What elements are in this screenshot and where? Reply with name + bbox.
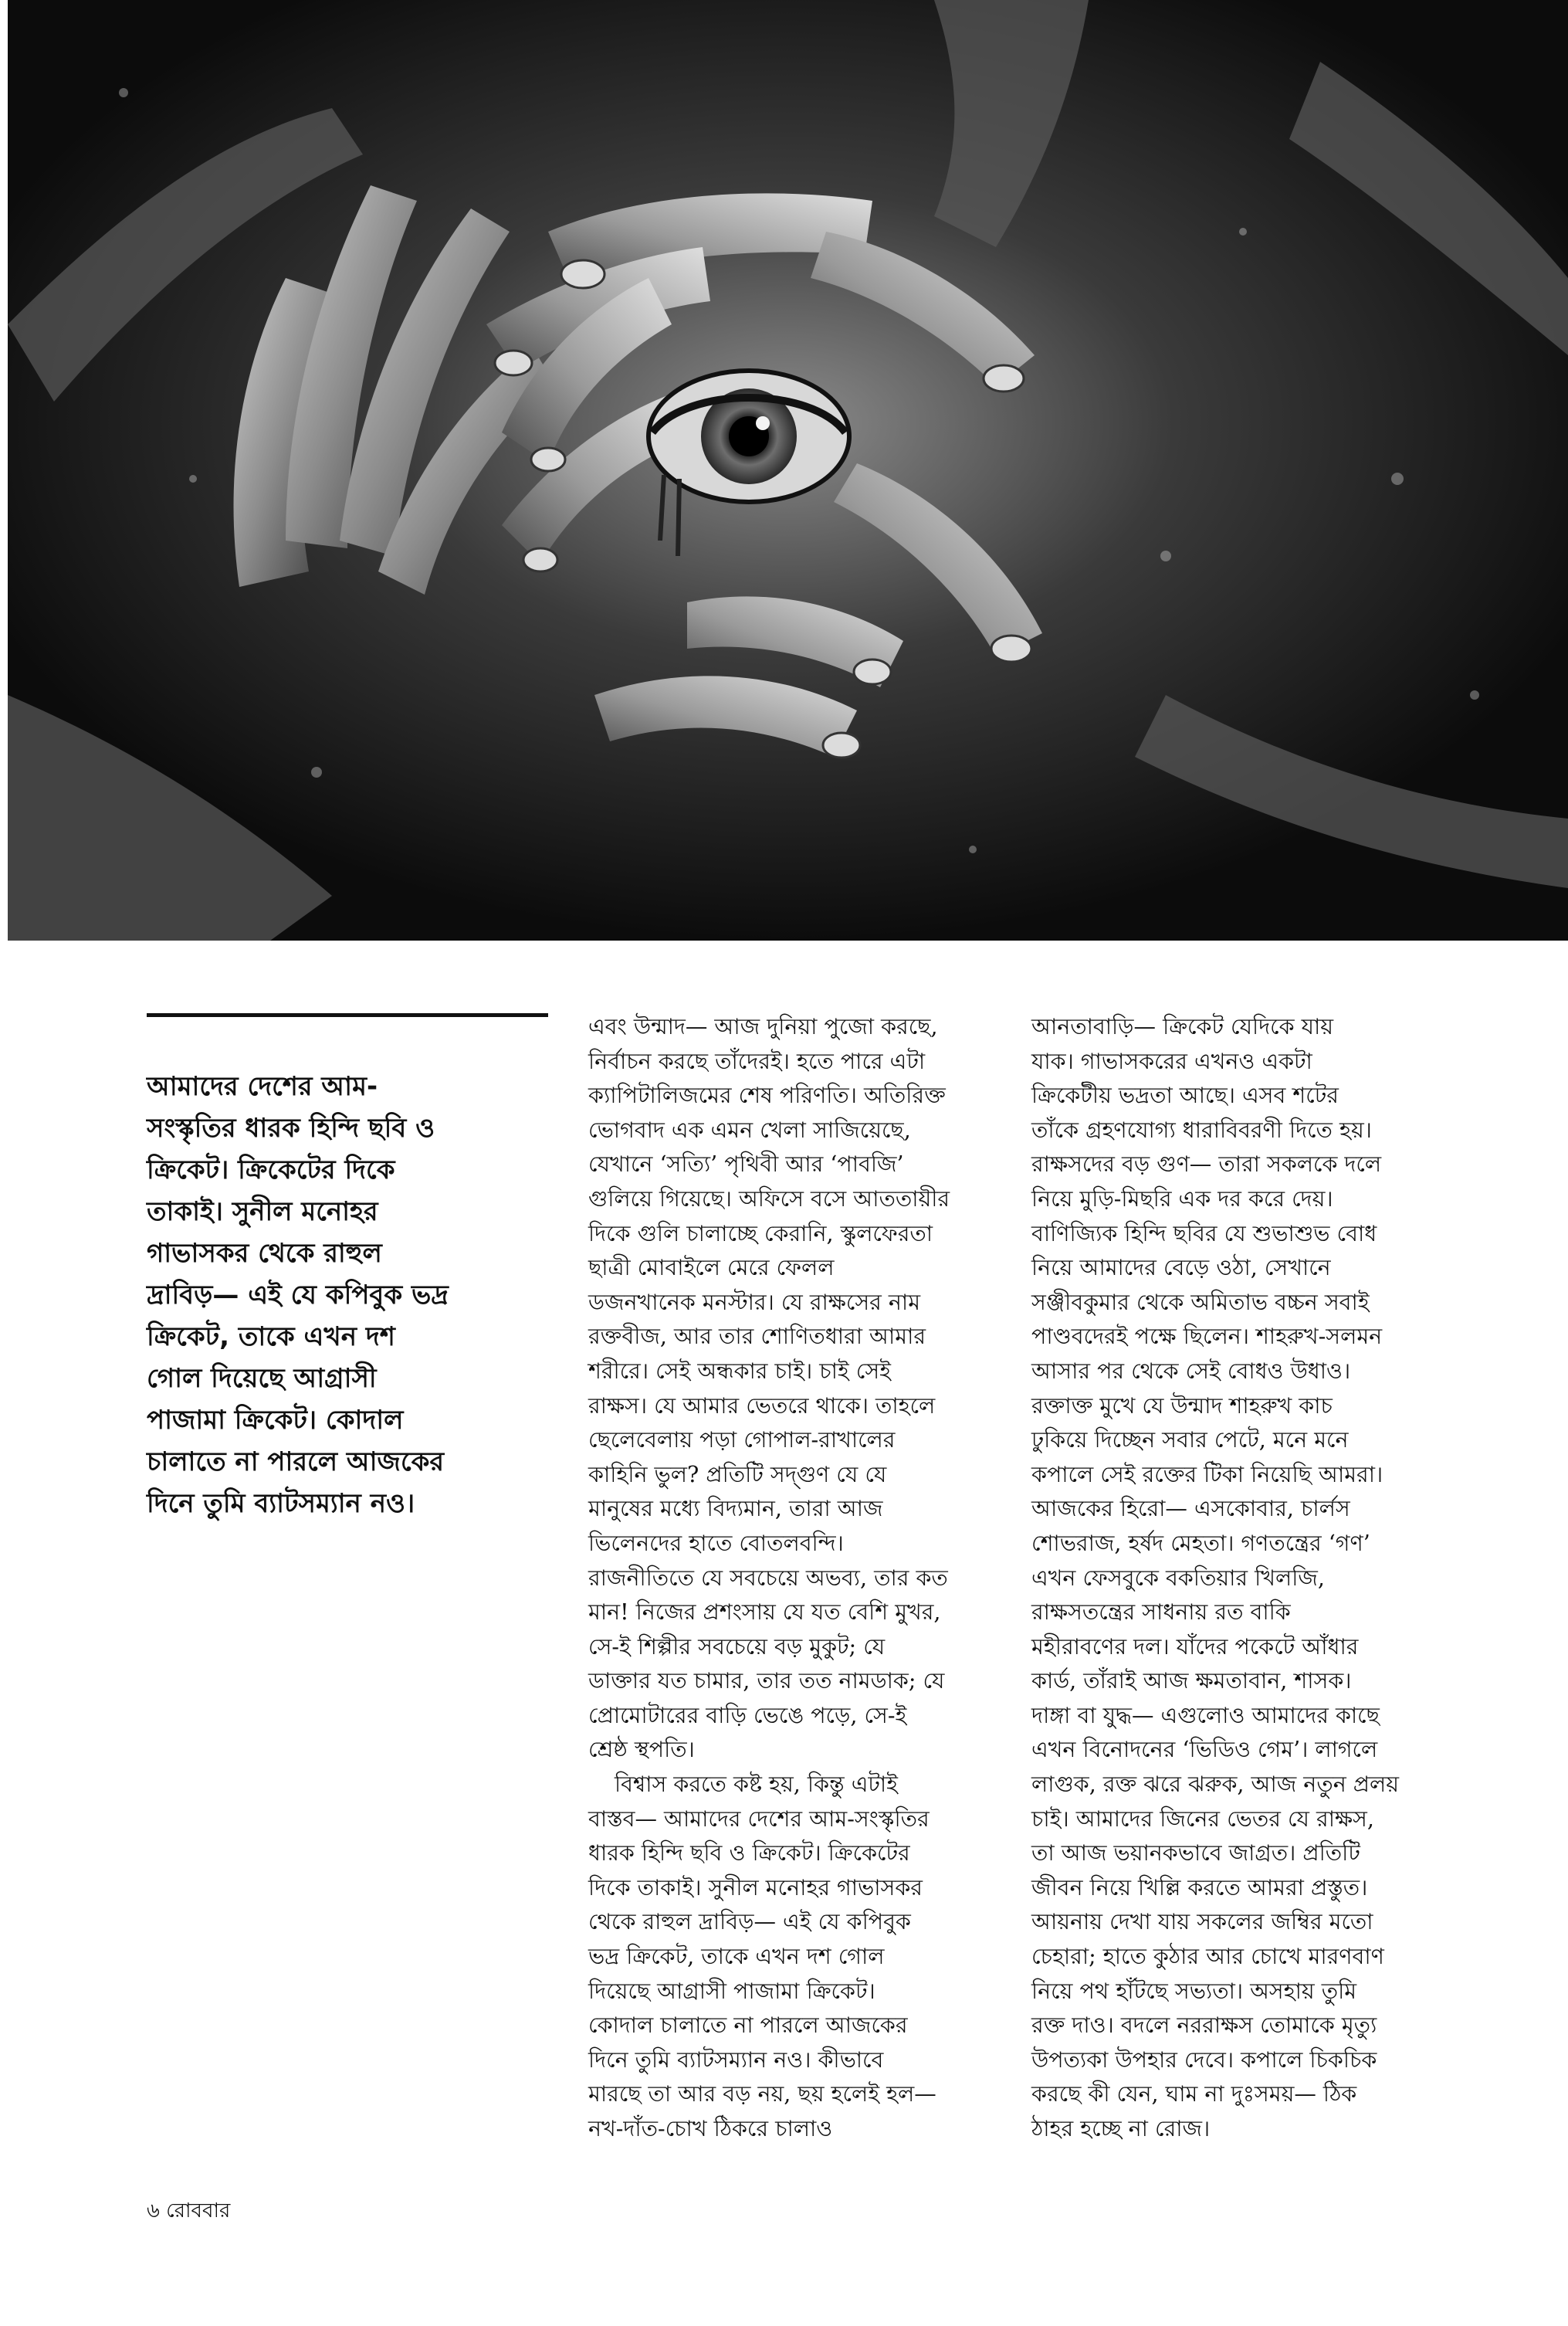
- body-column-2: [1031, 1010, 1495, 2147]
- text-line: তাঁকে গ্রহণযোগ্য ধারাবিবরণী দিতে হয়।: [1031, 1117, 1372, 1143]
- pullquote-line: দিনে তুমি ব্যাটসম্যান নও।: [147, 1488, 415, 1519]
- text-line: কোদাল চালাতে না পারলে আজকের: [588, 2012, 908, 2039]
- text-line: গুলিয়ে গিয়েছে। অফিসে বসে আততায়ীর: [588, 1185, 950, 1212]
- text-line: নির্বাচন করছে তাঁদেরই। হতে পারে এটা: [588, 1048, 926, 1074]
- text-line: দাঙ্গা বা যুদ্ধ— এগুলোও আমাদের কাছে: [1031, 1702, 1380, 1728]
- text-line: তা আজ ভয়ানকভাবে জাগ্রত। প্রতিটি: [1031, 1840, 1360, 1867]
- text-line: ছাত্রী মোবাইলে মেরে ফেলল: [588, 1255, 835, 1281]
- text-line: এবং উন্মাদ— আজ দুনিয়া পুজো করছে,: [588, 1014, 938, 1039]
- text-line: প্রোমোটারের বাড়ি ভেঙে পড়ে, সে-ই: [588, 1702, 907, 1728]
- text-line: এখন বিনোদনের ‘ভিডিও গেম’। লাগলে: [1031, 1737, 1378, 1763]
- text-line: মান! নিজের প্রশংসায় যে যত বেশি মুখর,: [588, 1599, 941, 1626]
- pullquote-line: গোল দিয়েছে আগ্রাসী: [147, 1363, 377, 1394]
- pullquote-line: দ্রাবিড়— এই যে কপিবুক ভদ্র: [147, 1280, 449, 1310]
- text-line: উপত্যকা উপহার দেবে। কপালে চিকচিক: [1031, 2046, 1377, 2073]
- text-line: বাণিজ্যিক হিন্দি ছবির যে শুভাশুভ বোধ: [1031, 1220, 1377, 1246]
- text-line: এখন ফেসবুকে বকতিয়ার খিলজি,: [1031, 1565, 1325, 1591]
- text-line: ঢুকিয়ে দিচ্ছেন সবার পেটে, মনে মনে: [1031, 1427, 1349, 1453]
- text-line: আজকের হিরো— এসকোবার, চার্লস: [1031, 1496, 1350, 1522]
- text-line: ঠাহর হচ্ছে না রোজ।: [1031, 2116, 1211, 2141]
- text-line: চেহারা; হাতে কুঠার আর চোখে মারণবাণ: [1031, 1944, 1384, 1970]
- pullquote-line: ক্রিকেট, তাকে এখন দশ: [147, 1321, 395, 1352]
- text-line: মহীরাবণের দল। যাঁদের পকেটে আঁধার: [1031, 1633, 1359, 1660]
- text-line: ডাক্তার যত চামার, তার তত নামডাক; যে: [588, 1668, 945, 1694]
- text-line: আনতাবাড়ি— ক্রিকেট যেদিকে যায়: [1031, 1014, 1334, 1039]
- text-line: কাহিনি ভুল? প্রতিটি সদ্‌গুণ যে যে: [588, 1461, 887, 1487]
- eye-between-hands-icon: [8, 0, 1568, 941]
- text-line: যেখানে ‘সত্যি’ পৃথিবী আর ‘পাবজি’: [588, 1151, 904, 1178]
- text-line: লাগুক, রক্ত ঝরে ঝরুক, আজ নতুন প্রলয়: [1031, 1772, 1400, 1798]
- body-column-1: [588, 1010, 1021, 2147]
- text-line: আয়নায় দেখা যায় সকলের জম্বির মতো: [1031, 1909, 1373, 1935]
- text-line: সঞ্জীবকুমার থেকে অমিতাভ বচ্চন সবাই: [1031, 1289, 1370, 1315]
- pullquote-line: পাজামা ক্রিকেট। কোদাল: [147, 1405, 404, 1436]
- hero-illustration: [8, 0, 1568, 941]
- text-line: চাই। আমাদের জিনের ভেতর যে রাক্ষস,: [1031, 1806, 1374, 1832]
- pullquote-line: চালাতে না পারলে আজকের: [147, 1446, 445, 1477]
- text-line: শোভরাজ, হর্ষদ মেহতা। গণতন্ত্রের ‘গণ’: [1031, 1530, 1370, 1556]
- pullquote-rule: [147, 1013, 548, 1017]
- text-line: ছেলেবেলায় পড়া গোপাল-রাখালের: [588, 1427, 896, 1453]
- text-line: ধারক হিন্দি ছবি ও ক্রিকেট। ক্রিকেটের: [588, 1840, 910, 1867]
- pullquote-line: আমাদের দেশের আম-: [147, 1071, 378, 1102]
- text-line: রক্ত দাও। বদলে নররাক্ষস তোমাকে মৃত্যু: [1031, 2012, 1377, 2039]
- page-folio: ৬ রোববার: [147, 2199, 231, 2223]
- text-line: রাক্ষসদের বড় গুণ— তারা সকলকে দলে: [1031, 1151, 1382, 1178]
- text-line: দিকে তাকাই। সুনীল মনোহর গাভাসকর: [588, 1874, 923, 1900]
- text-line: শরীরে। সেই অন্ধকার চাই। চাই সেই: [588, 1358, 892, 1384]
- text-line: দিয়েছে আগ্রাসী পাজামা ক্রিকেট।: [588, 1978, 875, 2004]
- text-line: দিকে গুলি চালাচ্ছে কেরানি, স্কুলফেরতা: [588, 1220, 933, 1246]
- text-line: ক্রিকেটীয় ভদ্রতা আছে। এসব শটের: [1031, 1083, 1339, 1109]
- pullquote-line: গাভাসকর থেকে রাহুল: [147, 1238, 382, 1269]
- text-line: পাণ্ডবদেরই পক্ষে ছিলেন। শাহরুখ-সলমন: [1031, 1324, 1383, 1350]
- text-line: সে-ই শিল্পীর সবচেয়ে বড় মুকুট; যে: [588, 1633, 886, 1660]
- pullquote: [147, 1066, 564, 1524]
- text-line: থেকে রাহুল দ্রাবিড়— এই যে কপিবুক: [588, 1909, 911, 1935]
- text-line: রক্তবীজ, আর তার শোণিতধারা আমার: [588, 1324, 926, 1350]
- text-line: কার্ড, তাঁরাই আজ ক্ষমতাবান, শাসক।: [1031, 1668, 1352, 1694]
- text-line: নিয়ে পথ হাঁটছে সভ্যতা। অসহায় তুমি: [1031, 1978, 1357, 2004]
- pullquote-line: ক্রিকেট। ক্রিকেটের দিকে: [147, 1155, 395, 1185]
- text-line: মারছে তা আর বড় নয়, ছয় হলেই হল—: [588, 2081, 936, 2107]
- paragraph-start-line: বিশ্বাস করতে কষ্ট হয়, কিন্তু এটাই: [615, 1772, 899, 1798]
- text-line: দিনে তুমি ব্যাটসম্যান নও। কীভাবে: [588, 2046, 884, 2073]
- text-line: জীবন নিয়ে খিল্লি করতে আমরা প্রস্তুত।: [1031, 1874, 1368, 1900]
- text-line: করছে কী যেন, ঘাম না দুঃসময়— ঠিক: [1031, 2081, 1357, 2107]
- text-line: নিয়ে আমাদের বেড়ে ওঠা, সেখানে: [1031, 1255, 1331, 1281]
- pullquote-line: সংস্কৃতির ধারক হিন্দি ছবি ও: [147, 1113, 435, 1144]
- text-line: কপালে সেই রক্তের টিকা নিয়েছি আমরা।: [1031, 1461, 1383, 1487]
- text-line: যাক। গাভাসকরের এখনও একটা: [1031, 1048, 1312, 1074]
- text-line: ভোগবাদ এক এমন খেলা সাজিয়েছে,: [588, 1117, 911, 1143]
- text-line: নিয়ে মুড়ি-মিছরি এক দর করে দেয়।: [1031, 1185, 1333, 1212]
- text-line: রক্তাক্ত মুখে যে উন্মাদ শাহরুখ কাচ: [1031, 1392, 1333, 1419]
- text-line: ডজনখানেক মনস্টার। যে রাক্ষসের নাম: [588, 1289, 921, 1315]
- text-line: শ্রেষ্ঠ স্থপতি।: [588, 1737, 695, 1763]
- text-line: ভিলেনদের হাতে বোতলবন্দি।: [588, 1530, 844, 1556]
- text-line: রাক্ষস। যে আমার ভেতরে থাকে। তাহলে: [588, 1392, 936, 1419]
- text-line: রাজনীতিতে যে সবচেয়ে অভব্য, তার কত: [588, 1565, 948, 1591]
- text-line: ক্যাপিটালিজমের শেষ পরিণতি। অতিরিক্ত: [588, 1083, 946, 1109]
- text-line: রাক্ষসতন্ত্রের সাধনায় রত বাকি: [1031, 1599, 1291, 1626]
- text-line: বাস্তব— আমাদের দেশের আম-সংস্কৃতির: [588, 1806, 930, 1832]
- text-line: ভদ্র ক্রিকেট, তাকে এখন দশ গোল: [588, 1944, 885, 1970]
- text-line: নখ-দাঁত-চোখ ঠিকরে চালাও: [588, 2116, 833, 2141]
- pullquote-line: তাকাই। সুনীল মনোহর: [147, 1196, 378, 1227]
- text-line: মানুষের মধ্যে বিদ্যমান, তারা আজ: [588, 1496, 883, 1522]
- text-line: আসার পর থেকে সেই বোধও উধাও।: [1031, 1358, 1351, 1384]
